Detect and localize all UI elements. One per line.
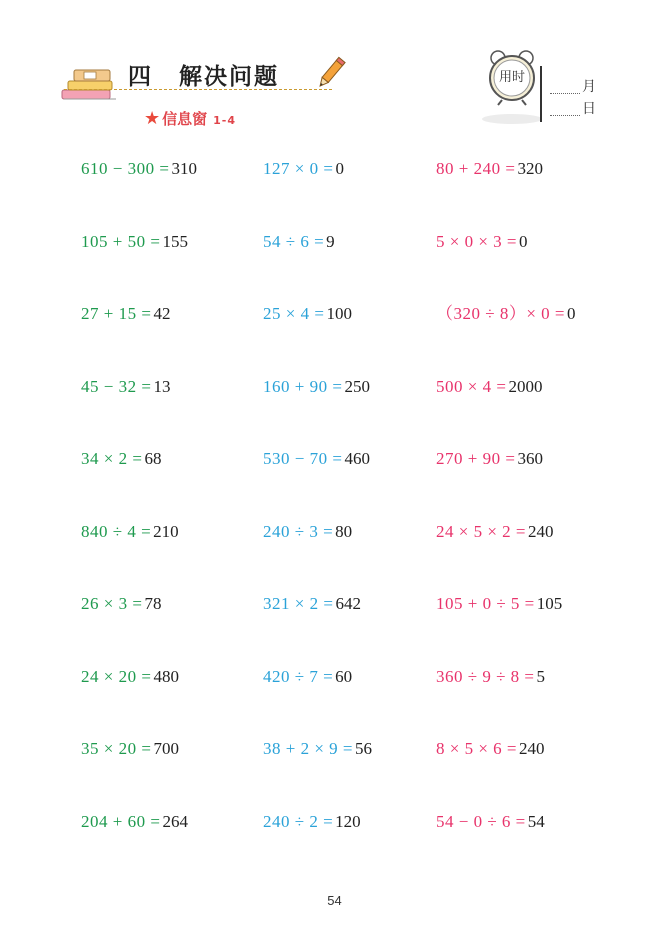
- equation: [263, 812, 361, 832]
- equation-expression: 500 × 4 =: [436, 376, 507, 396]
- equation-expression: 24 × 5 × 2 =: [436, 521, 527, 541]
- page-number: 54: [327, 893, 342, 908]
- equation: [436, 812, 545, 832]
- equation: [263, 522, 352, 542]
- equation-answer: 360: [517, 449, 543, 468]
- equation: [81, 594, 161, 614]
- equation-answer: 100: [326, 304, 352, 323]
- equation: [263, 232, 335, 252]
- equation-answer: 42: [153, 304, 171, 323]
- equation-answer: 264: [162, 811, 188, 831]
- equation-answer: 120: [335, 811, 361, 831]
- equation-answer: 68: [144, 449, 162, 468]
- equation-answer: 240: [519, 739, 545, 758]
- equation-answer: 80: [335, 521, 353, 541]
- equation: [81, 449, 161, 469]
- clock-label: 用时: [498, 70, 525, 85]
- section-label: 信息窗: [162, 110, 208, 128]
- equation: [263, 739, 372, 759]
- equation-expression: 26 × 3 =: [81, 594, 143, 613]
- equation: [263, 667, 352, 687]
- equation: [436, 449, 543, 469]
- equation: [81, 667, 179, 687]
- equation-answer: 310: [171, 159, 197, 178]
- equation-answer: 460: [344, 449, 370, 468]
- equation-expression: （320 ÷ 8）× 0 =: [436, 304, 566, 323]
- equation: [436, 522, 554, 542]
- equation: [436, 594, 562, 614]
- equation-expression: 25 × 4 =: [263, 304, 325, 323]
- equation: [81, 377, 170, 397]
- equation-answer: 700: [153, 739, 179, 758]
- equation-expression: 530 − 70 =: [263, 449, 343, 468]
- equation-answer: 56: [355, 739, 373, 758]
- equation-answer: 642: [335, 594, 361, 613]
- equation-answer: 54: [527, 811, 545, 831]
- equation: [81, 304, 170, 324]
- equation-expression: 840 ÷ 4 =: [81, 521, 152, 541]
- equation-answer: 0: [335, 159, 344, 178]
- equation-expression: 35 × 20 =: [81, 739, 152, 758]
- section-range: 1-4: [213, 114, 237, 127]
- chapter-number: 四: [128, 64, 153, 90]
- equation-expression: 54 − 0 ÷ 6 =: [436, 811, 526, 831]
- equation: [81, 159, 197, 179]
- equation-expression: 105 + 50 =: [81, 231, 161, 251]
- equation-answer: 250: [344, 376, 370, 396]
- equation-expression: 80 + 240 =: [436, 159, 516, 178]
- equation-answer: 105: [536, 594, 563, 613]
- equation-expression: 610 − 300 =: [81, 159, 170, 178]
- equation: [436, 159, 543, 179]
- equation: [263, 304, 352, 324]
- equation-expression: 360 ÷ 9 ÷ 8 =: [436, 666, 535, 686]
- equation-answer: 78: [144, 594, 162, 613]
- equation-answer: 480: [153, 666, 179, 686]
- equation-answer: 155: [162, 231, 188, 251]
- equation-expression: 5 × 0 × 3 =: [436, 231, 518, 251]
- equation-expression: 24 × 20 =: [81, 666, 152, 686]
- equation: [263, 159, 344, 179]
- chapter-name: 解决问题: [179, 64, 279, 90]
- equation-expression: 105 + 0 ÷ 5 =: [436, 594, 535, 613]
- equation-answer: 0: [567, 304, 576, 323]
- equation: [263, 594, 361, 614]
- equation-expression: 34 × 2 =: [81, 449, 143, 468]
- equation: [436, 232, 528, 252]
- month-label: 月: [582, 79, 596, 95]
- equation: [436, 304, 576, 324]
- equation: [436, 377, 542, 397]
- equation: [436, 667, 545, 687]
- equation-expression: 127 × 0 =: [263, 159, 334, 178]
- equation-answer: 0: [519, 231, 528, 251]
- equation-answer: 9: [326, 231, 335, 251]
- equation-expression: 420 ÷ 7 =: [263, 666, 334, 686]
- equation-expression: 38 + 2 × 9 =: [263, 739, 354, 758]
- equation-answer: 5: [536, 666, 545, 686]
- equation: [436, 739, 545, 759]
- equation-answer: 210: [153, 521, 179, 541]
- equation-answer: 2000: [508, 376, 543, 396]
- equation: [81, 232, 188, 252]
- equation-expression: 321 × 2 =: [263, 594, 334, 613]
- star-icon: ★: [144, 108, 161, 129]
- equation: [81, 739, 179, 759]
- equation-answer: 13: [153, 376, 171, 396]
- equation-answer: 60: [335, 666, 353, 686]
- equation-expression: 240 ÷ 2 =: [263, 811, 334, 831]
- equation-expression: 8 × 5 × 6 =: [436, 739, 518, 758]
- equation-expression: 45 − 32 =: [81, 376, 152, 396]
- equation-expression: 240 ÷ 3 =: [263, 521, 334, 541]
- equation-answer: 240: [528, 521, 554, 541]
- equation-expression: 270 + 90 =: [436, 449, 516, 468]
- equation: [81, 522, 179, 542]
- equation: [263, 449, 370, 469]
- equation: [81, 812, 188, 832]
- equation: [263, 377, 370, 397]
- equation-expression: 204 + 60 =: [81, 811, 161, 831]
- equation-expression: 54 ÷ 6 =: [263, 231, 325, 251]
- equation-expression: 160 + 90 =: [263, 376, 343, 396]
- equation-answer: 320: [517, 159, 543, 178]
- day-label: 日: [582, 101, 596, 117]
- equation-expression: 27 + 15 =: [81, 304, 152, 323]
